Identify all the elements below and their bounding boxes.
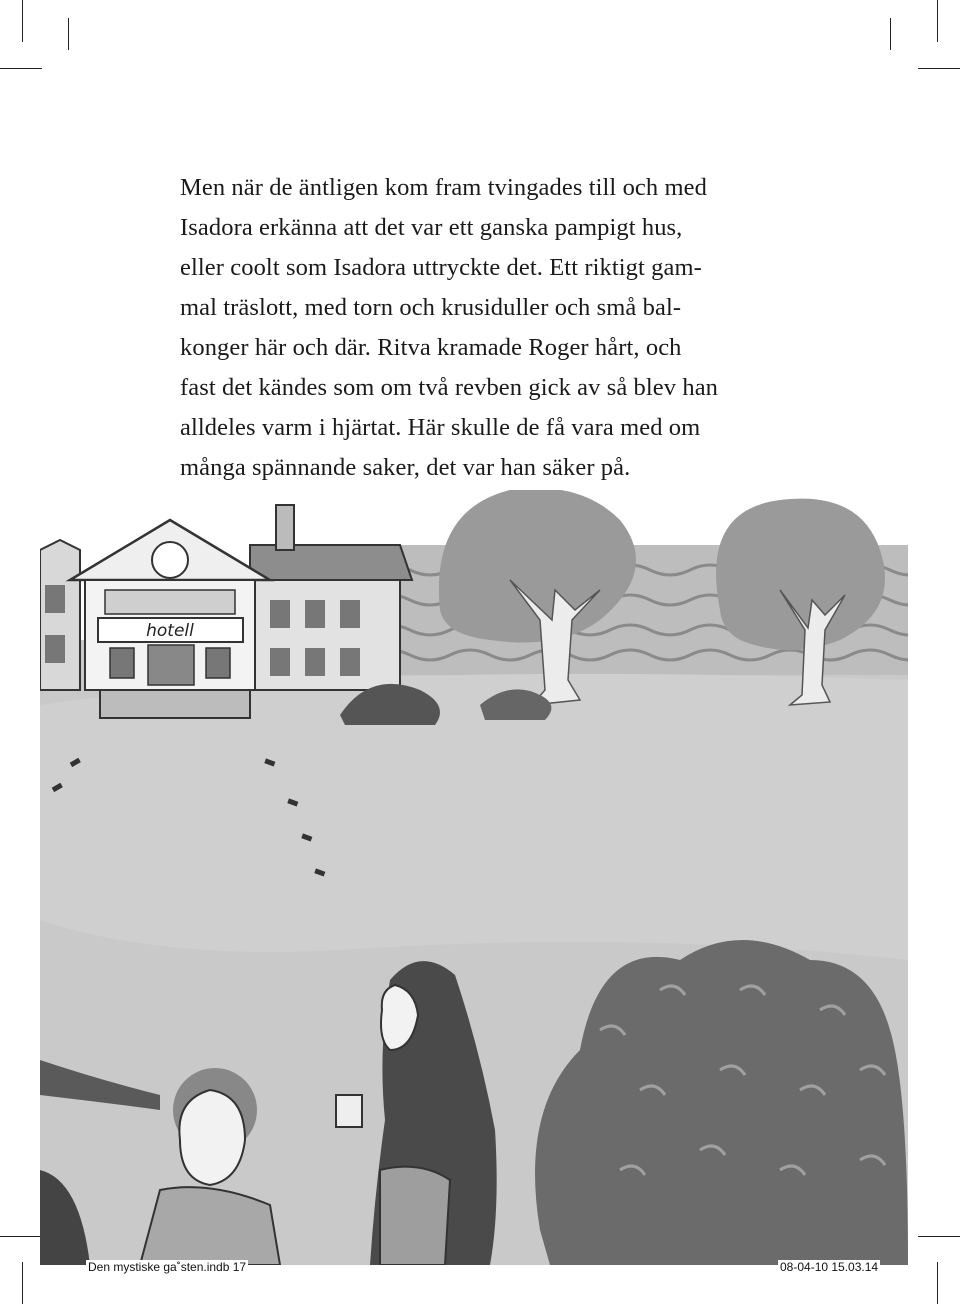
hotel-illustration [40,490,908,1265]
text-line: Men när de äntligen kom fram tvingades till och med [180,174,707,201]
slug-timestamp: 08-04-10 15.03.14 [780,1260,879,1274]
text-line: fast det kändes som om två revben gick av så blev han [180,374,719,401]
text-line: många spännande saker, det var han säker på. [180,454,631,481]
text-line: mal träslott, med torn och krusiduller och små bal- [180,294,682,321]
crop-mark [918,68,960,69]
hotel-sign: hotell [146,621,194,641]
text-line: Isadora erkänna att det var ett ganska pampigt hus, [180,214,683,241]
text-line: eller coolt som Isadora uttryckte det. Ett riktigt gam- [180,254,702,281]
crop-mark [0,1236,42,1237]
crop-mark [937,0,938,42]
slug-filename: Den mystiske ga˚sten.indb 17 [88,1260,247,1274]
crop-mark [0,68,42,69]
crop-mark [22,1262,23,1304]
crop-mark [918,1236,960,1237]
text-line: alldeles varm i hjärtat. Här skulle de få vara med om [180,414,701,441]
crop-mark [22,0,23,42]
hotel-building [40,505,412,718]
text-line: konger här och där. Ritva kramade Roger hårt, och [180,334,682,361]
crop-mark [890,18,891,50]
body-paragraph [180,168,780,488]
crop-mark [937,1262,938,1304]
crop-mark [68,18,69,50]
